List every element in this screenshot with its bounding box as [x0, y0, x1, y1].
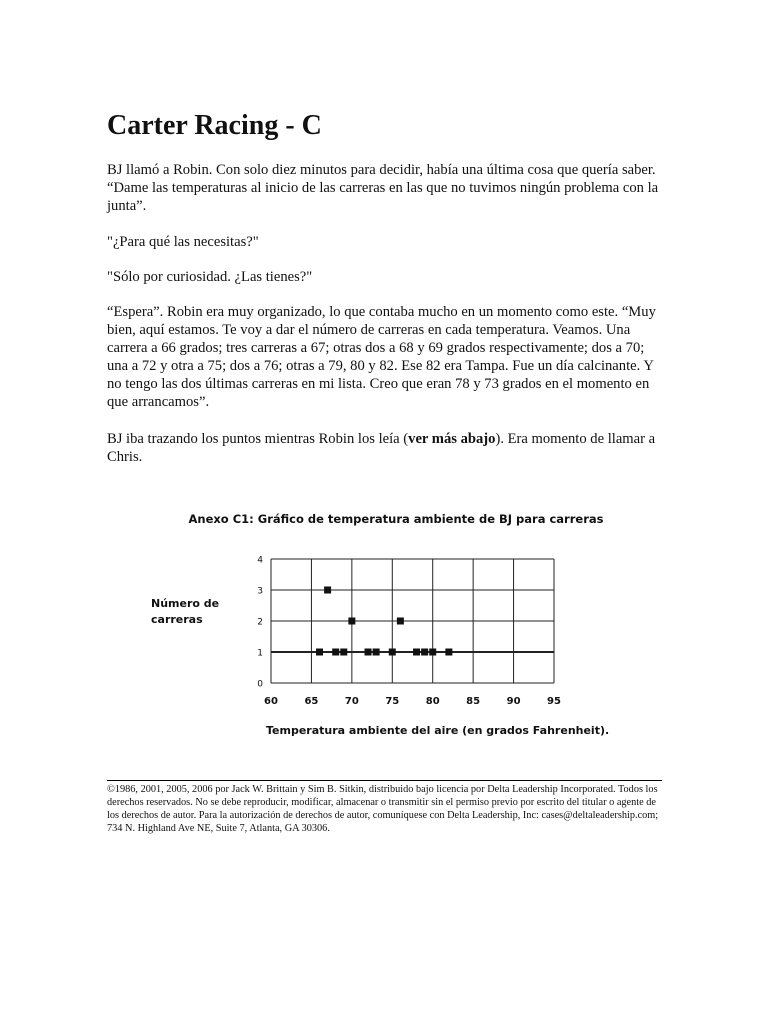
- data-point-marker: [445, 649, 452, 656]
- x-tick-label: 60: [264, 696, 278, 707]
- data-point-marker: [421, 649, 428, 656]
- data-point-marker: [429, 649, 436, 656]
- y-tick-label: 1: [257, 648, 263, 659]
- x-tick-label: 75: [385, 696, 400, 707]
- chart-title: Anexo C1: Gráfico de temperatura ambiente de BJ para carreras: [188, 512, 604, 526]
- data-point-marker: [365, 649, 372, 656]
- paragraph-race-temperatures: “Espera”. Robin era muy organizado, lo que contaba mucho en un momento como este. “Muy bien, aquí estamos. Te voy a dar el número de carreras en cada temperatura. Veamos. Una carrera a 66 grados; tres carreras a 67; otras dos a 68 y 69 grados respectivamente; dos a 70; una a 72 y otra a 75; dos a 76; otras a 79, 80 y 82. Ese 82 era Tampa. Fue un día calcinante. Y no tengo las dos últimas carreras en mi lista. Creo que eran 78 y 73 grados en el momento en que arrancamos”.: [107, 304, 656, 410]
- y-tick-label: 3: [257, 586, 263, 597]
- x-tick-label: 70: [344, 696, 359, 707]
- data-point-marker: [389, 649, 396, 656]
- paragraph-question: "¿Para qué las necesitas?": [107, 234, 259, 250]
- see-below-emphasis: ver más abajo: [408, 431, 496, 447]
- data-point-marker: [332, 649, 339, 656]
- data-point-marker: [373, 649, 380, 656]
- copyright-footer: ©1986, 2001, 2005, 2006 por Jack W. Brittain y Sim B. Sitkin, distribuido bajo licencia por Delta Leadership Incorporated. Todos los derechos reservados. No se debe reproducir, modificar, almacenar o transmitir sin el permiso previo por escrito del titular o agente de los derechos de autor. Para la autorización de derechos de autor, comuníquese con Delta Leadership, Inc: cases@deltaleadership.com; 734 N. Highland Ave NE, Suite 7, Atlanta, GA 30306.: [107, 784, 659, 834]
- x-tick-label: 80: [425, 696, 440, 707]
- data-point-marker: [324, 587, 331, 594]
- footer-divider: [107, 780, 662, 781]
- y-tick-label: 4: [257, 555, 263, 566]
- plotting-text-end: ). Era momento de llamar a Chris.: [107, 431, 656, 465]
- data-point-marker: [340, 649, 347, 656]
- x-tick-label: 85: [466, 696, 481, 707]
- y-tick-label: 2: [257, 617, 263, 628]
- data-point-marker: [413, 649, 420, 656]
- x-tick-label: 95: [547, 696, 561, 707]
- data-point-marker: [316, 649, 323, 656]
- x-tick-label: 65: [304, 696, 319, 707]
- chart-x-axis-label: Temperatura ambiente del aire (en grados Fahrenheit).: [266, 724, 610, 737]
- y-tick-label: 0: [257, 679, 263, 690]
- data-point-marker: [397, 618, 404, 625]
- plotting-text-start: BJ iba trazando los puntos mientras Robin los leía (: [107, 431, 409, 447]
- x-tick-label: 90: [506, 696, 521, 707]
- paragraph-intro: BJ llamó a Robin. Con solo diez minutos para decidir, había una última cosa que quería saber. “Dame las temperaturas al inicio de las carreras en las que no tuvimos ningún problema con la junta”.: [107, 162, 659, 214]
- data-point-marker: [348, 618, 355, 625]
- page-title: Carter Racing - C: [107, 110, 322, 141]
- paragraph-curiosity: "Sólo por curiosidad. ¿Las tienes?": [107, 269, 313, 285]
- chart-y-axis-label: Número de carreras: [151, 597, 220, 626]
